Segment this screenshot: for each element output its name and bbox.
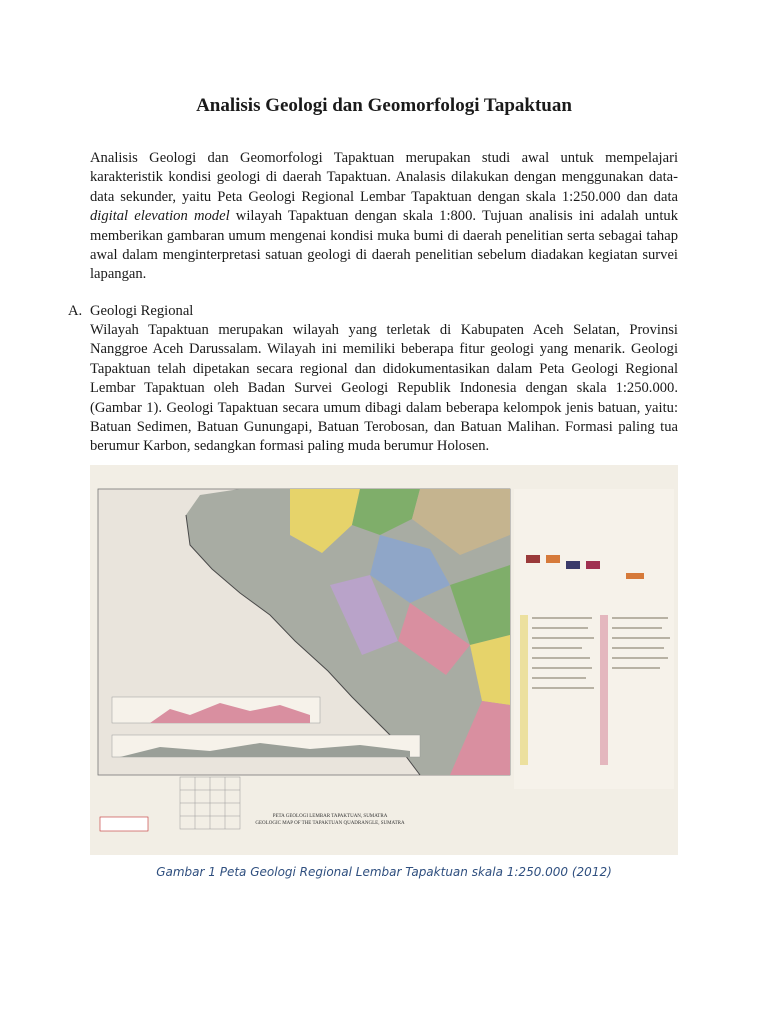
intro-paragraph [90,149,678,285]
legend-swatch [586,561,600,569]
figure-caption: Gambar 1 Peta Geologi Regional Lembar Tapaktuan skala 1:250.000 (2012) [156,865,612,879]
map-title-line2: GEOLOGIC MAP OF THE TAPAKTUAN QUADRANGLE, SUMATRA [255,821,405,826]
section-a-title: Geologi Regional [90,303,194,319]
map-title-line1: PETA GEOLOGI LEMBAR TAPAKTUAN, SUMATRA [272,814,388,819]
map-stamp [100,817,148,831]
legend-column [600,615,608,765]
legend-swatch [526,555,540,563]
intro-emphasis: digital elevation model [90,208,230,225]
geologic-map-figure [90,465,678,855]
legend-column [520,615,528,765]
intro-text-part1: Analisis Geologi dan Geomorfologi Tapaktuan merupakan studi awal untuk mempelajari karakteristik kondisi geologi di daerah Tapaktuan. Analasis dilakukan dengan menggunakan data-data sekunder, yaitu Peta Geologi Regional Lembar Tapaktuan dengan skala 1:250.000 dan data [90,150,678,205]
intro-text-part2: wilayah Tapaktuan dengan skala 1:800. Tujuan analisis ini adalah untuk memberikan gambaran umum mengenai kondisi muka bumi di daerah penelitian serta sebagai tahap awal dalam menginterpretasi satuan geologi di daerah penelitian sebelum diadakan kegiatan survei lapangan. [90,208,678,283]
document-title: Analisis Geologi dan Geomorfologi Tapaktuan [196,95,572,116]
section-a-heading [68,302,193,321]
section-a-paragraph: Wilayah Tapaktuan merupakan wilayah yang terletak di Kabupaten Aceh Selatan, Provinsi Nanggroe Aceh Darussalam. Wilayah ini memiliki beberapa fitur geologi yang menarik. Geologi Tapaktuan telah dipetakan secara regional dan didokumentasikan dalam Peta Geologi Regional Lembar Tapaktuan oleh Badan Survei Geologi Republik Indonesia dengan skala 1:250.000. (Gambar 1). Geologi Tapaktuan secara umum dibagi dalam beberapa kelompok jenis batuan, yaitu: Batuan Sedimen, Batuan Gunungapi, Batuan Terobosan, dan Batuan Malihan. Formasi paling tua berumur Karbon, sedangkan formasi paling muda berumur Holosen. [90,322,678,455]
geologic-map-image [90,465,678,855]
legend-swatch [546,555,560,563]
legend-swatch [626,573,644,579]
section-a-letter: A. [68,303,83,319]
legend-swatch [566,561,580,569]
